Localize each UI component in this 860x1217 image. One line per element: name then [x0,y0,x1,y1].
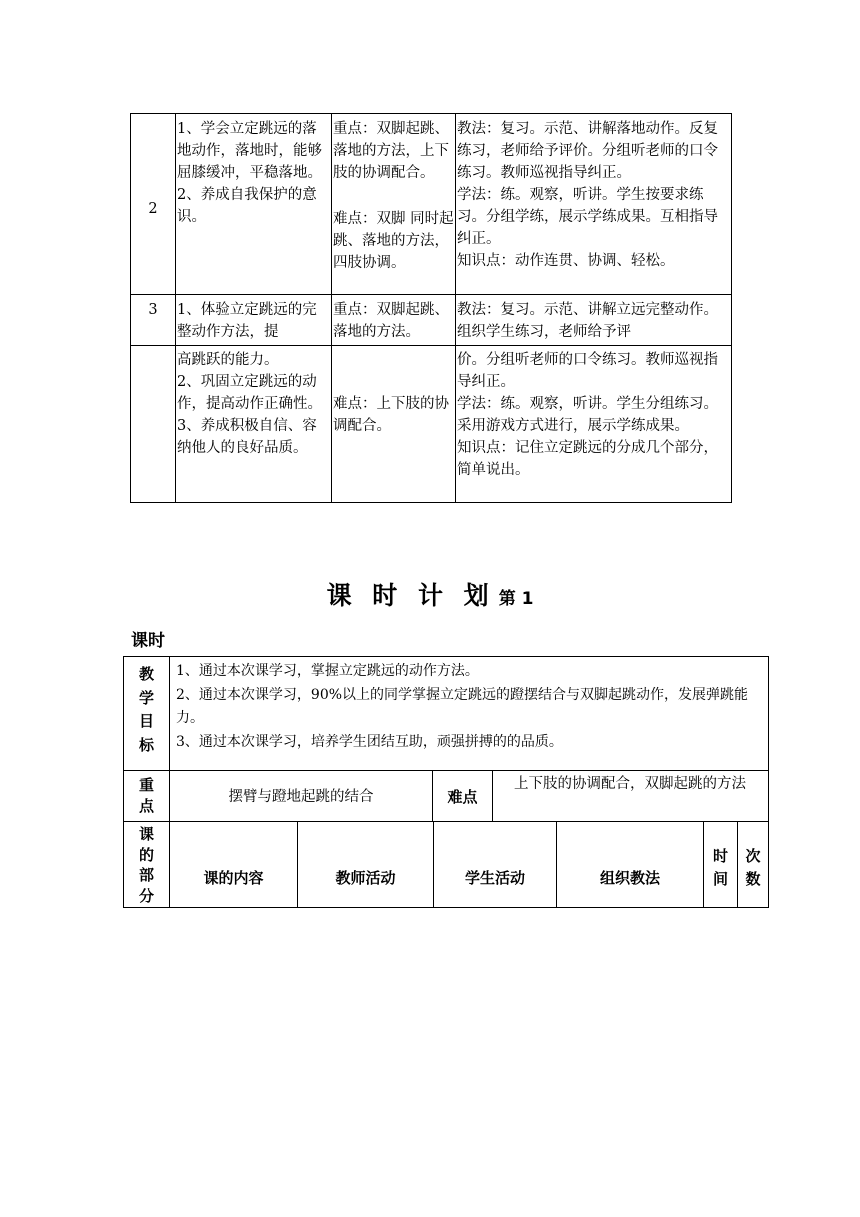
plan-title-suffix: 第 1 [498,589,534,609]
goal-label: 教 学 目 标 [138,665,154,754]
row2-difficulty: 难点：双脚 同时起跳、落地的方法，四肢协调。 [333,211,454,271]
row2-method: 教法：复习。示范、讲解落地动作。反复练习，老师给予评价。分组听老师的口令练习。教师巡视指导纠正。 学法：练。观察，听讲。学生按要求练习。分组学练，展示学练成果。互相指导纠正。 知识点：动作连贯、协调、轻松。 [457,121,718,269]
row2-number: 2 [148,201,158,217]
row3-key-point: 重点：双脚起跳、落地的方法。 [333,302,449,340]
goal-text: 1、通过本次课学习，掌握立定跳远的动作方法。 2、通过本次课学习，90%以上的同学掌握立定跳远的蹬摆结合与双脚起跳动作，发展弹跳能力。 3、通过本次课学习，培养学生团结互助，顽强拼搏的的品质。 [176,663,749,750]
header-lesson-part: 课 的 部 分 [138,825,154,905]
row3-difficulty: 难点：上下肢的协调配合。 [333,396,449,434]
header-student-activity: 学生活动 [464,869,525,887]
header-count: 次 数 [745,847,761,888]
row3-goal-part2: 高跳跃的能力。 2、巩固立定跳远的动作，提高动作正确性。 3、养成积极自信、容纳他人的良好品质。 [177,352,322,456]
row2-key-point: 重点：双脚起跳、落地的方法，上下肢的协调配合。 [333,121,449,181]
difficulty-text: 上下肢的协调配合，双脚起跳的方法 [514,776,746,792]
row3-goal-part1: 1、体验立定跳远的完整动作方法，提 [177,302,317,340]
plan-title: 课 时 计 划 [326,581,495,610]
plan-subtitle: 课时 [131,631,165,651]
header-lesson-content: 课的内容 [203,869,264,887]
header-time: 时 间 [712,847,728,888]
header-teacher-activity: 教师活动 [335,869,396,887]
plan-title-block [0,576,860,612]
header-organization-method: 组织教法 [599,869,660,887]
row3-number: 3 [148,302,158,318]
difficulty-label: 难点 [447,788,478,806]
row3-method-part1: 教法：复习。示范、讲解立远完整动作。组织学生练习，老师给予评 [457,302,718,340]
row3-method-part2: 价。分组听老师的口令练习。教师巡视指导纠正。 学法：练。观察，听讲。学生分组练习。采用游戏方式进行，展示学练成果。 知识点：记住立定跳远的分成几个部分，简单说出。 [457,352,718,478]
row2-goal: 1、学会立定跳远的落地动作，落地时，能够屈膝缓冲，平稳落地。 2、养成自我保护的意识。 [177,121,322,225]
key-text: 摆臂与蹬地起跳的结合 [228,789,374,805]
key-label: 重 点 [138,776,154,815]
